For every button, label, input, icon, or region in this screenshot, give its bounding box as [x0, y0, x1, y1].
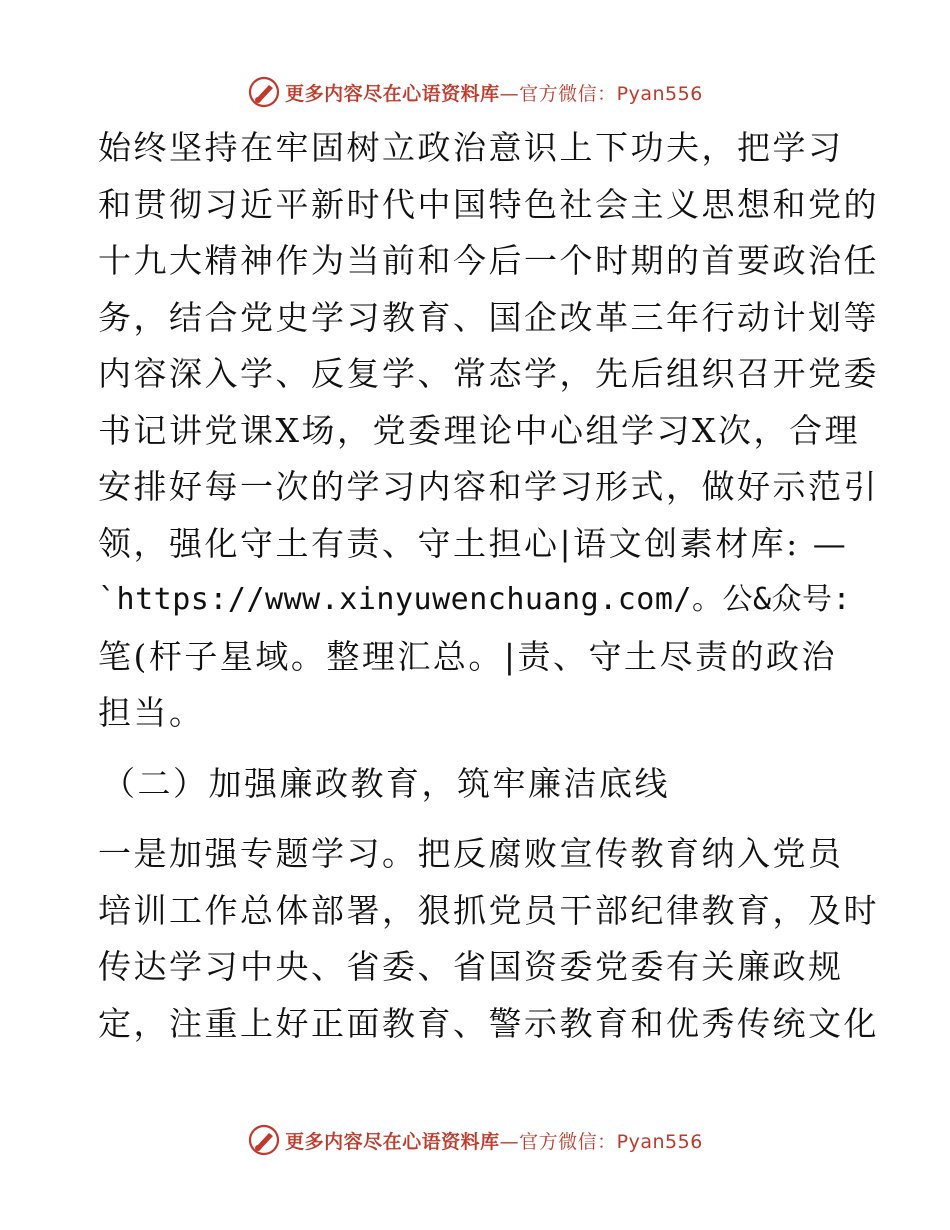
- paragraph-2: [98, 826, 879, 1052]
- text-line: 书记讲党课X场，党委理论中心组学习X次，合理: [98, 410, 860, 450]
- document-body: [98, 120, 879, 1052]
- text-line: 担当。: [98, 693, 205, 732]
- text-line: 务，结合党史学习教育、国企改革三年行动计划等: [98, 297, 879, 337]
- banner-site-text: 更多内容尽在心语资料库: [285, 1130, 500, 1153]
- brush-logo-icon: [247, 75, 281, 109]
- banner-wechat-text: 官方微信：Pyan556: [519, 1130, 703, 1153]
- text-line: 内容深入学、反复学、常态学，先后组织召开党委: [98, 354, 879, 393]
- text-line: 一是加强专题学习。把反腐败宣传教育纳入党员: [98, 834, 844, 873]
- footer-banner-text: [285, 1127, 703, 1154]
- section-heading: （二）加强廉政教育，筑牢廉洁底线: [102, 763, 670, 803]
- brush-logo-icon: [247, 1123, 281, 1157]
- footer-banner: [0, 1120, 950, 1160]
- text-line: 传达学习中央、省委、省国资委党委有关廉政规: [98, 947, 844, 986]
- text-line-url: `https://www.xinyuwenchuang.com/。公&众号:: [98, 582, 852, 617]
- header-banner: [0, 72, 950, 112]
- paragraph-1: [98, 120, 879, 742]
- banner-separator: —: [499, 1130, 520, 1153]
- text-line: 笔(杆子星域。整理汇总。|责、守土尽责的政治: [98, 636, 837, 676]
- header-banner-text: [285, 79, 703, 106]
- text-line: 始终坚持在牢固树立政治意识上下功夫，把学习: [98, 128, 844, 167]
- text-line: 安排好每一次的学习内容和学习形式，做好示范引: [98, 467, 879, 506]
- text-line: 定，注重上好正面教育、警示教育和优秀传统文化: [98, 1003, 879, 1043]
- text-line: 和贯彻习近平新时代中国特色社会主义思想和党的: [98, 184, 879, 224]
- banner-separator: —: [499, 82, 520, 105]
- text-line: 十九大精神作为当前和今后一个时期的首要政治任: [98, 241, 879, 280]
- text-line: 领，强化守土有责、守土担心|语文创素材库: —: [98, 523, 849, 563]
- banner-site-text: 更多内容尽在心语资料库: [285, 82, 500, 105]
- banner-wechat-text: 官方微信：Pyan556: [519, 82, 703, 105]
- text-line: 培训工作总体部署，狠抓党员干部纪律教育，及时: [98, 890, 879, 930]
